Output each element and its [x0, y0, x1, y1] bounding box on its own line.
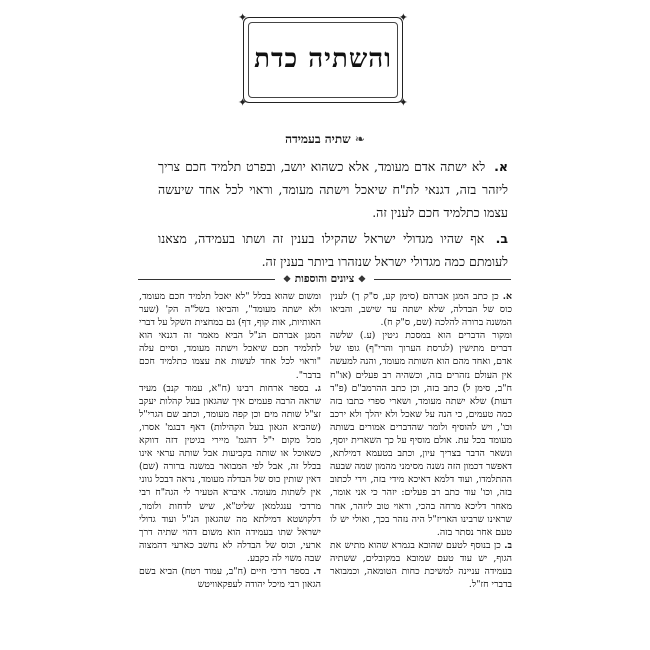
- note-item: [139, 565, 321, 591]
- notes-column-right: [330, 290, 512, 591]
- paragraph-marker: א.: [494, 159, 508, 174]
- note-text: בספר דרכי חיים (ח"ב, עמוד רטח) הביא בשם הגאון רבי מיכל יהודה לעפקאוויטש: [139, 565, 321, 591]
- title-cartouche: [238, 11, 408, 109]
- paragraph-1: [158, 155, 508, 224]
- notes-column-left: [139, 290, 321, 591]
- note-item: [139, 290, 321, 382]
- note-text: ומקור הדברים הוא במסכת גיטין (ע.) שלשה דברים מתישין (לגרסת הערוך והרי"ף) גופו של אדם, ואחד מהם הוא השותה מעומד, והנה למעשה אין העולם נזהרים בזה, וכשהיה רב פעלים (או"ח ח"ב, סימן ל) כתב בזה, וכן כתב ההרמב"ם (פ"ד דעות) שלא ישתה מעומד, ושארי ספרי כתבו בזה כמה טעמים, כי הנה על שאכל ולא יהלך ולא ירכב וכו', ויש להוסיף ולומר שהדברים אמורים בשותה מעומד בכל עת. אולם מוסיף על כך השארית יוסף, ונשאר הדבר בצריך עיון, וכתב בטעמא דמילתא, דאפשר דכמון הזה נשנה מסימני מהמון שמה שבעה ההתלמדו, ועוד דלמא דאיכא מידי בזה, וידי לכתוב בזה, וכו' עוד כתב רב פעלים: יזהר כי אני אומר, מאחר דליכא מרחה בהכי, וראוי טוב ליזהר, אחר שראינו שרבינו האריז"ל היה נזהר בכך, ואולי יש לו טעם אחר נסתר בזה.: [330, 330, 512, 538]
- ornament-icon: ❖: [357, 275, 366, 285]
- notes-divider: [138, 272, 511, 286]
- paragraph-marker: ב.: [495, 231, 508, 246]
- note-text: ומשום שהוא בכלל "לא יאכל תלמיד חכם מעומד, ולא ישתה מעומד", והביאו בשל"ה הק' (שער האותיות, אות קוף, דף) גם במחצית השקל על דברי המגן אברהם הנ"ל הביא מאמר זה דגנאי הוא לתלמיד חכם שיאכל וישתה מעומד, וסיים עלה "וראוי לכל אחד לעשות את עצמו כתלמיד חכם בדבר".: [139, 291, 321, 381]
- section-heading-text: שתיה בעמידה: [285, 132, 351, 146]
- divider-rule: [374, 279, 511, 280]
- note-item: [139, 382, 321, 565]
- note-text: כן בנוסף לטעם שהובא בגמרא שהוא מתיש את הגוף, יש עוד טעם שמובא במקובלים, ששתיה בעמידה עניינה למשיכת כחות הטומאה, וכמבואר בדברי חז"ל.: [330, 539, 512, 591]
- paragraph-text: לא ישתה אדם מעומד, אלא כשהוא יושב, ובפרט תלמיד חכם צריך ליזהר בזה, דגנאי לת"ח שיאכל וישתה מעומד, וראוי לכל אחד שיעשה עצמו כתלמיד חכם לענין זה.: [158, 159, 508, 220]
- note-text: בספר ארחות רבינו (ח"א, עמוד קנב) מעיד שראה הרבה פעמים איך שהגאון בעל קהלות יעקב זצ"ל שותה מים וכן קפה מעומד, וכתב שם הגרי"ל (שהביא הגאון בעל הקהילות) דאף דבגמ' אסרו, מכל מקום י"ל דהגמ' מיירי בגיטין דזה דווקא כשאוכל או שותה בקביעות אבל שותה עראי אינו בכלל זה, אבל לפי המבואר במשנה ברורה (שם) דאין שותין כוס של הבדלה מעומד, נראה דבכל גווני אין לשתות מעומד. איברא הטעיר לי הגה"ח רבי מרדכי ענגלמאן שליט"א, שיש לדחות ולומר, דלקושטא דמילתא מה שהגאון הנ"ל ועוד גדולי ישראל שתו בעמידה הוא משום דהוי שתיה דרך ארעי, וכוס של הבדלה לא נחשב כארעי דהמצוה שבה משוי לה כקבע.: [139, 382, 321, 564]
- note-marker: ד.: [313, 565, 321, 577]
- ornament-icon: ❧: [354, 132, 365, 146]
- ornament-corner-icon: ✦: [238, 11, 248, 24]
- divider-rule: [138, 279, 275, 280]
- ornament-corner-icon: ✦: [398, 11, 408, 24]
- ornament-corner-icon: ✦: [398, 96, 408, 109]
- note-item: [330, 539, 512, 591]
- notes-heading: [275, 273, 374, 285]
- note-marker: ג.: [314, 382, 321, 394]
- note-marker: ב.: [504, 539, 512, 551]
- note-item: [330, 329, 512, 539]
- page-title: והשתיה כדת: [254, 44, 392, 74]
- ornament-icon: ❖: [283, 275, 292, 285]
- note-marker: א.: [502, 291, 512, 302]
- section-heading: [230, 132, 420, 147]
- note-text: כן כתב המגן אברהם (סימן קע, ס"ק ך) לענין כוס של הבדלה, שלא ישתה עד שישב, והביאו המשנה ברורה להלכה (שם, ס"ק ח).: [330, 291, 512, 329]
- paragraph-text: אף שהיו מגדולי ישראל שהקילו בענין זה ושתו בעמידה, מצאנו לעומתם כמה מגדולי ישראל שנזהרו ביותר בענין זה.: [158, 231, 508, 269]
- ornament-corner-icon: ✦: [238, 96, 248, 109]
- notes-heading-text: ציונים והוספות: [294, 273, 355, 285]
- note-item: [330, 290, 512, 329]
- paragraph-2: [158, 227, 508, 273]
